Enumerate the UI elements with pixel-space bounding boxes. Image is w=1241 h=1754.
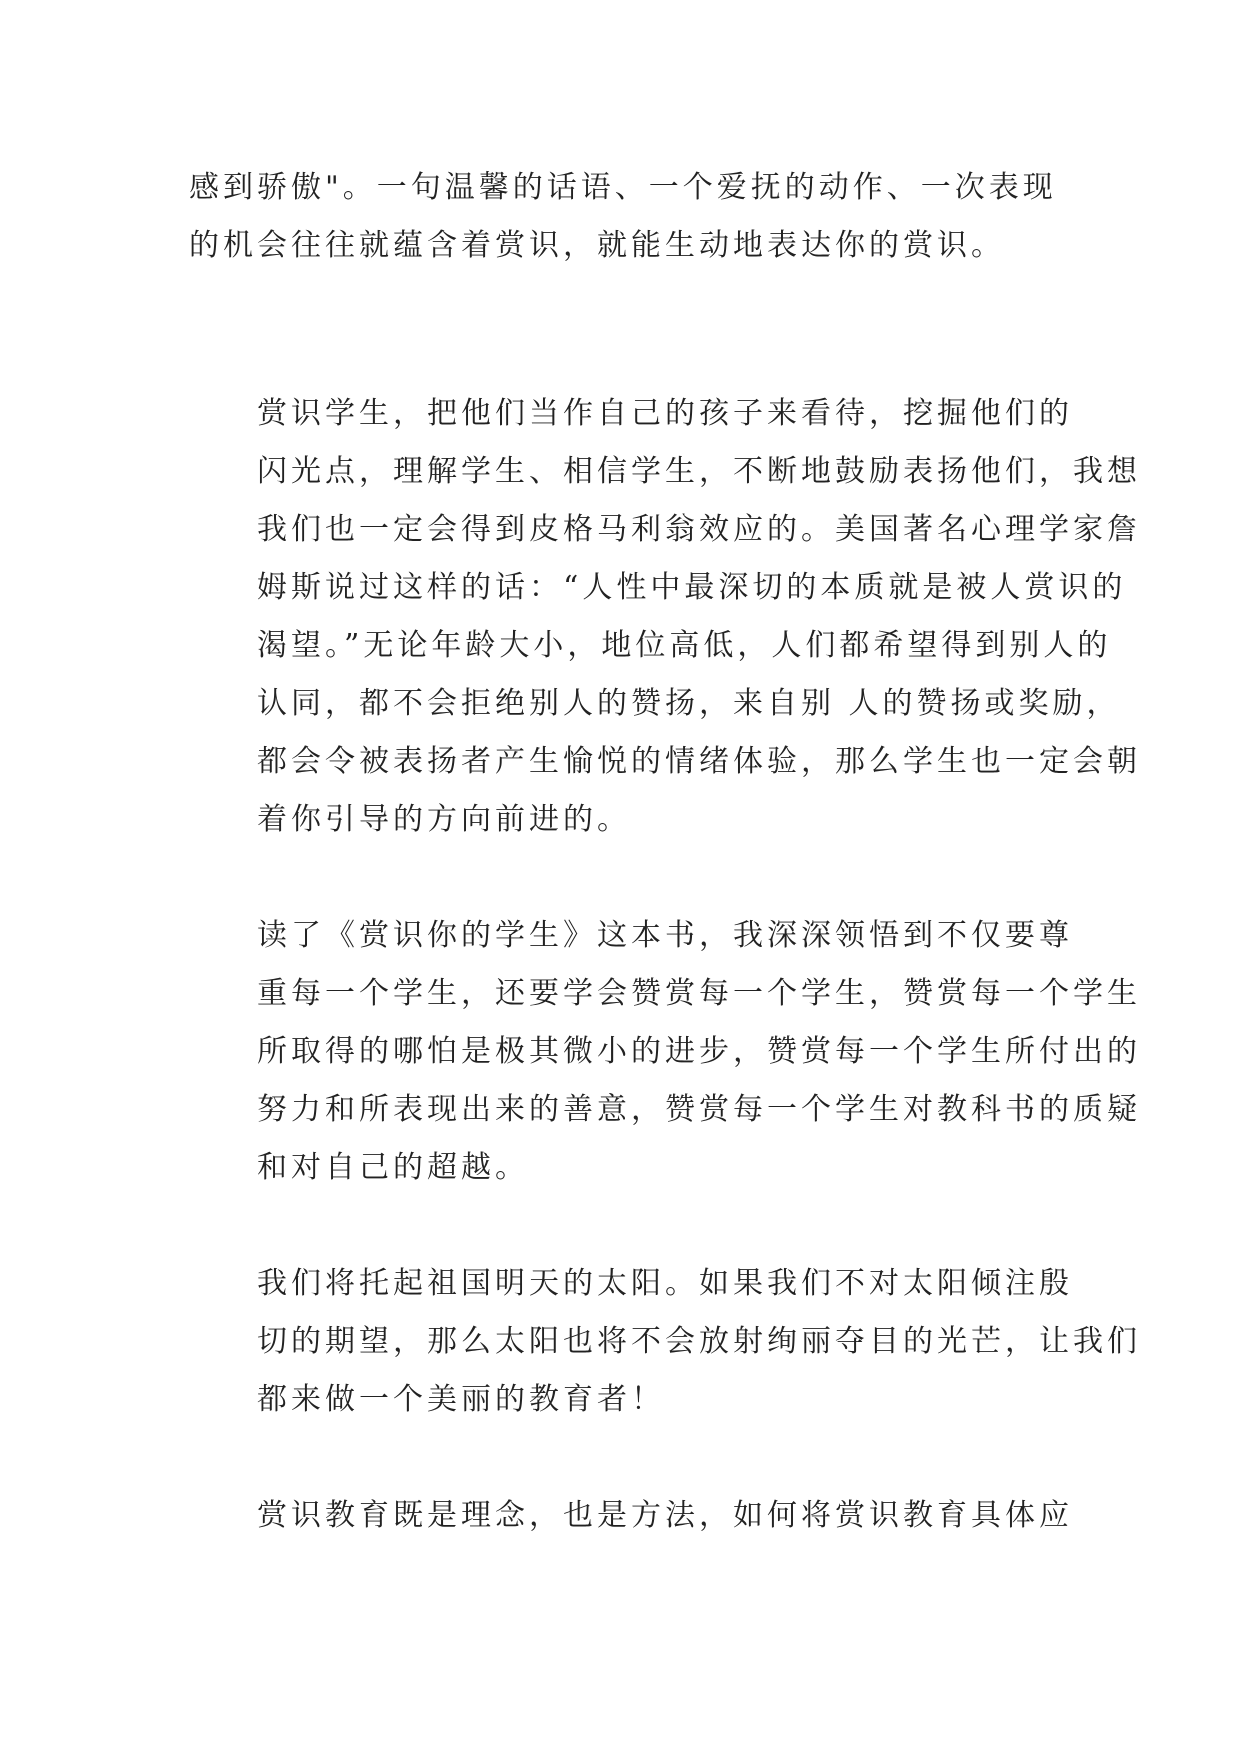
text-line: 认同，都不会拒绝别人的赞扬，来自别 人的赞扬或奖励，	[257, 686, 1121, 721]
paragraph-1	[189, 159, 1057, 275]
text-line: 闪光点，理解学生、相信学生，不断地鼓励表扬他们，我想	[257, 454, 1141, 489]
text-line: 我们也一定会得到皮格马利翁效应的。美国著名心理学家詹	[257, 512, 1141, 547]
text-line: 切的期望，那么太阳也将不会放射绚丽夺目的光芒，让我们	[257, 1324, 1141, 1359]
paragraph-gap	[189, 849, 1053, 907]
text-line: 努力和所表现出来的善意，赞赏每一个学生对教科书的质疑	[257, 1092, 1141, 1127]
text-line: 姆斯说过这样的话：“人性中最深切的本质就是被人赏识的	[257, 570, 1127, 605]
paragraph-gap	[189, 1197, 1053, 1255]
text-line: 都来做一个美丽的教育者！	[257, 1382, 665, 1417]
paragraph-3	[189, 907, 1141, 1197]
paragraph-gap	[189, 1429, 1053, 1487]
text-line: 和对自己的超越。	[257, 1150, 529, 1185]
text-line: 我们将托起祖国明天的太阳。如果我们不对太阳倾注殷	[257, 1266, 1073, 1301]
text-line: 感到骄傲"。一句温馨的话语、一个爱抚的动作、一次表现	[189, 170, 1057, 205]
text-line: 赏识教育既是理念，也是方法，如何将赏识教育具体应	[257, 1498, 1073, 1533]
text-line: 着你引导的方向前进的。	[257, 802, 631, 837]
paragraph-2	[189, 385, 1141, 849]
text-line: 读了《赏识你的学生》这本书，我深深领悟到不仅要尊	[257, 918, 1073, 953]
paragraph-gap	[189, 275, 1053, 385]
text-line: 赏识学生，把他们当作自己的孩子来看待，挖掘他们的	[257, 396, 1073, 431]
document-body	[189, 159, 1141, 1545]
text-line: 都会令被表扬者产生愉悦的情绪体验，那么学生也一定会朝	[257, 744, 1141, 779]
paragraph-4	[189, 1255, 1141, 1429]
text-line: 所取得的哪怕是极其微小的进步，赞赏每一个学生所付出的	[257, 1034, 1141, 1069]
text-line: 的机会往往就蕴含着赏识，就能生动地表达你的赏识。	[189, 228, 1005, 263]
paragraph-5	[189, 1487, 1073, 1545]
text-line: 渴望。”无论年龄大小，地位高低，人们都希望得到别人的	[257, 628, 1112, 663]
text-line: 重每一个学生，还要学会赞赏每一个学生，赞赏每一个学生	[257, 976, 1141, 1011]
